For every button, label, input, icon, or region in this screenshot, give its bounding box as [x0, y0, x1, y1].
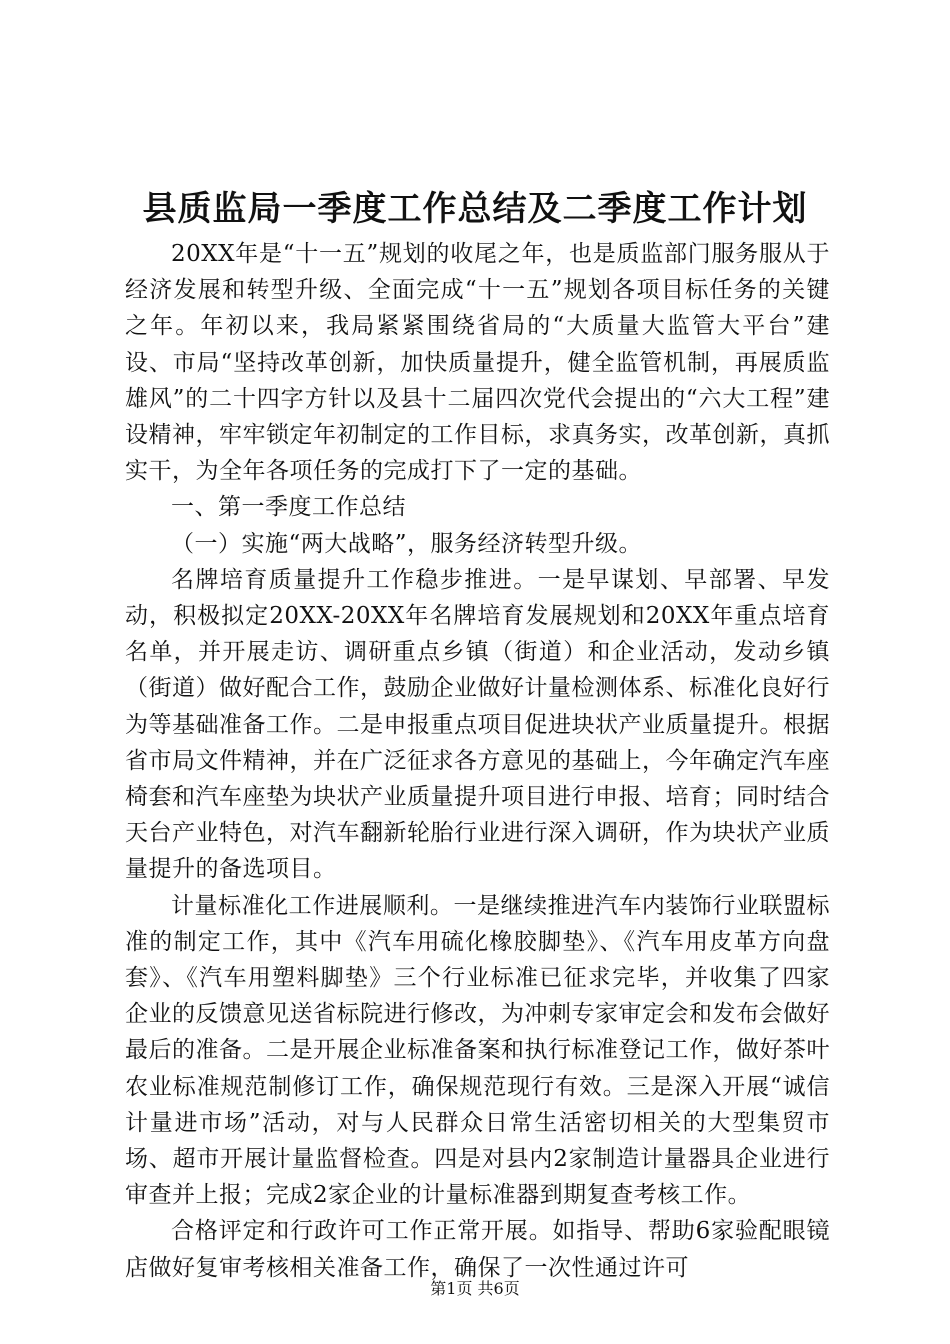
paragraph-brand-cultivation: 名牌培育质量提升工作稳步推进。一是早谋划、早部署、早发动，积极拟定20XX-20XX年名牌培育发展规划和20XX年重点培育名单，并开展走访、调研重点乡镇（街道）和企业活动，发动乡镇（街道）做好配合工作，鼓励企业做好计量检测体系、标准化良好行为等基础准备工作。二是申报重点项目促进块状产业质量提升。根据省市局文件精神，并在广泛征求各方意见的基础上，今年确定汽车座椅套和汽车座垫为块状产业质量提升项目进行申报、培育；同时结合天台产业特色，对汽车翻新轮胎行业进行深入调研，作为块状产业质量提升的备选项目。	[125, 566, 830, 883]
document-body	[125, 236, 830, 1286]
paragraph-metrology-standardization: 计量标准化工作进展顺利。一是继续推进汽车内装饰行业联盟标准的制定工作，其中《汽车用硫化橡胶脚垫》、《汽车用皮革方向盘套》、《汽车用塑料脚垫》三个行业标准已征求完毕，并收集了四家企业的反馈意见送省标院进行修改，为冲刺专家审定会和发布会做好最后的准备。二是开展企业标准备案和执行标准登记工作，做好茶叶农业标准规范制修订工作，确保规范现行有效。三是深入开展“诚信计量进市场”活动，对与人民群众日常生活密切相关的大型集贸市场、超市开展计量监督检查。四是对县内2家制造计量器具企业进行审查并上报；完成2家企业的计量标准器到期复查考核工作。	[125, 892, 830, 1209]
paragraph-conformity-licensing: 合格评定和行政许可工作正常开展。如指导、帮助6家验配眼镜店做好复审考核相关准备工作，确保了一次性通过许可	[125, 1218, 830, 1281]
paragraph-intro: 20XX年是“十一五”规划的收尾之年，也是质监部门服务服从于经济发展和转型升级、全面完成“十一五”规划各项目标任务的关键之年。年初以来，我局紧紧围绕省局的“大质量大监管大平台”建设、市局“坚持改革创新，加快质量提升，健全监管机制，再展质监雄风”的二十四字方针以及县十二届四次党代会提出的“六大工程”建设精神，牢牢锁定年初制定的工作目标，求真务实，改革创新，真抓实干，为全年各项任务的完成打下了一定的基础。	[125, 241, 830, 485]
page-footer: 第1页 共6页	[430, 1279, 520, 1298]
document-title: 县质监局一季度工作总结及二季度工作计划	[142, 189, 808, 229]
subsection-heading: （一）实施“两大战略”，服务经济转型升级。	[171, 530, 643, 557]
section-heading: 一、第一季度工作总结	[171, 494, 406, 521]
